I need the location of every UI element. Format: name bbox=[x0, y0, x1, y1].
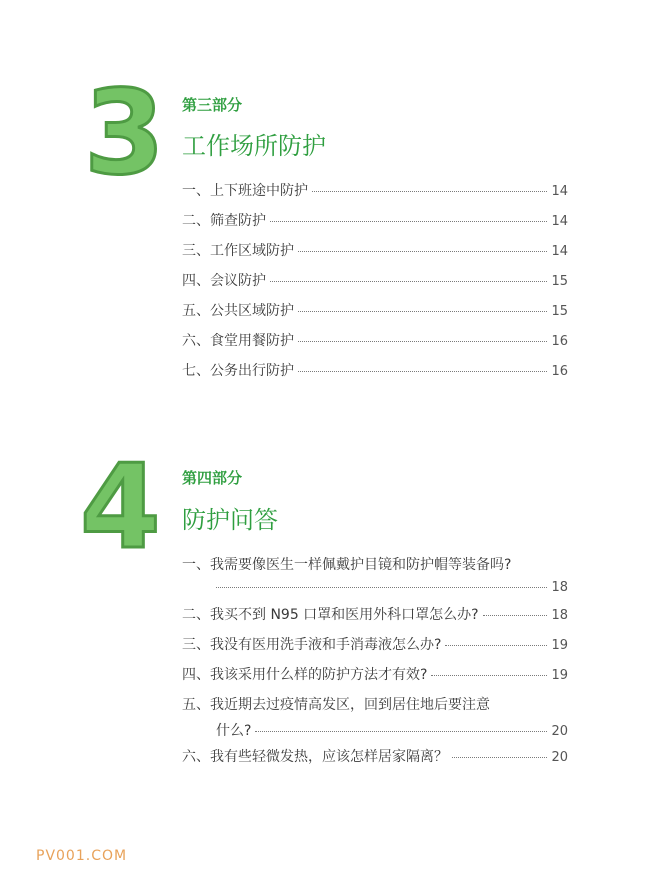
toc-entry-title: 六、食堂用餐防护 bbox=[182, 333, 294, 349]
toc-entry-page: 18 bbox=[551, 608, 568, 623]
toc-entry-title: 三、工作区域防护 bbox=[182, 243, 294, 259]
dot-leader bbox=[452, 756, 547, 758]
toc-entry-page: 14 bbox=[551, 244, 568, 259]
toc-entry-page: 14 bbox=[551, 184, 568, 199]
toc-entry[interactable] bbox=[182, 604, 568, 624]
toc-entry-page: 20 bbox=[551, 750, 568, 765]
toc-entry-title-continuation: 什么? bbox=[216, 723, 252, 739]
toc-entry-page: 18 bbox=[551, 580, 568, 595]
part-3-title: 工作场所防护 bbox=[182, 132, 326, 160]
toc-entry[interactable] bbox=[182, 554, 568, 595]
toc-entry-page: 16 bbox=[551, 334, 568, 349]
toc-entry-page: 20 bbox=[551, 724, 568, 739]
toc-entry-title: 四、会议防护 bbox=[182, 273, 266, 289]
dot-leader bbox=[312, 190, 547, 192]
toc-entry[interactable] bbox=[182, 300, 568, 320]
toc-entry-title: 三、我没有医用洗手液和手消毒液怎么办? bbox=[182, 637, 442, 653]
toc-entry-title: 七、公务出行防护 bbox=[182, 363, 294, 379]
dot-leader bbox=[216, 586, 547, 588]
toc-entry-title: 四、我该采用什么样的防护方法才有效? bbox=[182, 667, 428, 683]
toc-entry-page: 14 bbox=[551, 214, 568, 229]
part-3-label: 第三部分 bbox=[182, 96, 243, 114]
dot-leader bbox=[270, 220, 547, 222]
dot-leader bbox=[255, 730, 547, 732]
part-3-number: 3 bbox=[84, 66, 165, 201]
dot-leader bbox=[298, 310, 547, 312]
toc-entry[interactable] bbox=[182, 746, 568, 766]
toc-entry[interactable] bbox=[182, 240, 568, 260]
toc-entry-title: 六、我有些轻微发热，应该怎样居家隔离？ bbox=[182, 749, 448, 765]
dot-leader bbox=[298, 250, 547, 252]
toc-entry[interactable] bbox=[182, 270, 568, 290]
part-4-title: 防护问答 bbox=[182, 506, 278, 534]
toc-entry-page: 15 bbox=[551, 274, 568, 289]
dot-leader bbox=[298, 370, 547, 372]
toc-entry-title: 二、我买不到 N95 口罩和医用外科口罩怎么办? bbox=[182, 607, 479, 623]
part-4-label: 第四部分 bbox=[182, 469, 243, 487]
toc-entry[interactable] bbox=[182, 210, 568, 230]
toc-entry-title: 五、公共区域防护 bbox=[182, 303, 294, 319]
dot-leader bbox=[298, 340, 547, 342]
toc-entry-title: 五、我近期去过疫情高发区，回到居住地后要注意 bbox=[182, 697, 490, 713]
toc-entry-title: 二、筛查防护 bbox=[182, 213, 266, 229]
dot-leader bbox=[483, 614, 548, 616]
dot-leader bbox=[431, 674, 547, 676]
toc-entry-title: 一、上下班途中防护 bbox=[182, 183, 308, 199]
watermark: PV001.COM bbox=[36, 848, 128, 864]
toc-entry-page: 15 bbox=[551, 304, 568, 319]
toc-entry[interactable] bbox=[182, 664, 568, 684]
toc-entry-page: 19 bbox=[551, 638, 568, 653]
toc-entry[interactable] bbox=[182, 694, 568, 740]
toc-entry-page: 19 bbox=[551, 668, 568, 683]
part-4-number: 4 bbox=[80, 440, 161, 575]
toc-entry[interactable] bbox=[182, 634, 568, 654]
dot-leader bbox=[270, 280, 547, 282]
toc-entry[interactable] bbox=[182, 330, 568, 350]
toc-entry-page: 16 bbox=[551, 364, 568, 379]
dot-leader bbox=[445, 644, 547, 646]
toc-entry[interactable] bbox=[182, 180, 568, 200]
toc-entry-title: 一、我需要像医生一样佩戴护目镜和防护帽等装备吗? bbox=[182, 557, 512, 573]
toc-entry[interactable] bbox=[182, 360, 568, 380]
